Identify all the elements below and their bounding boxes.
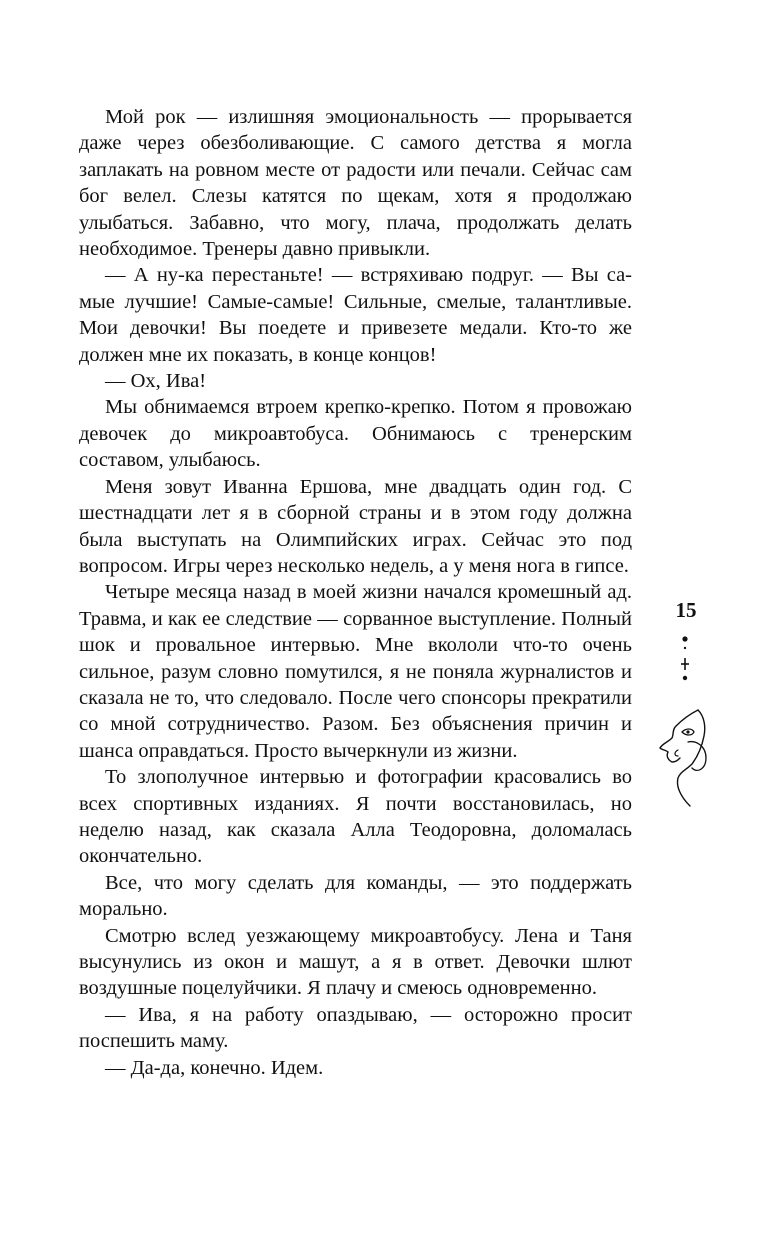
paragraph-10: — Ива, я на работу опаздываю, — осторожно просит поспешить маму. [79,1003,632,1053]
paragraph-6: Четыре месяца назад в моей жизни начался кромешный ад. Травма, и как ее следствие — сорванное выступление. Полный шок и провальное интервью. Мне вкололи что-то очень сильное, разум словно помутился, я не поняла журналистов и сказала не то, что следовало. После чего спонсоры прекратили со мной сотрудничество. Разом. Без объяснения причин и шанса оправдаться. Просто вычеркнули из жизни. [79,581,632,762]
paragraph-3: — Ох, Ива! [105,370,207,393]
paragraph-5: Меня зовут Иванна Ершова, мне двадцать один год. С шестнадцати лет я в сборной страны и в этом году должна была выступать на Олимпийских играх. Сейчас это под вопросом. Игры через несколько недель, а у меня нога в гипсе. [79,475,632,577]
paragraph-9: Смотрю вслед уезжающему микроавтобусу. Лена и Таня высунулись из окон и машут, а я в ответ. Девочки шлют воздушные поцелуйчики. Я плачу и смеюсь одновременно. [79,924,632,1000]
paragraph-7: То злополучное интервью и фотографии красовались во всех спортивных изданиях. Я почти восстановилась, но неделю назад, как сказала Алла Теодоровна, доломалась окончательно. [79,766,632,868]
paragraph-2: — А ну-ка перестаньте! — встряхиваю подруг. — Вы самые лучшие! Самые-самые! Сильные, смелые, талантливые. Мои девочки! Вы поедете и привезете медали. Кто-то же должен мне их показать, в конце концов! [79,264,632,366]
body-text [79,104,632,1081]
paragraph-1: Мой рок — излишняя эмоциональность — прорывается даже через обезболивающие. С самого детства я могла заплакать на ровном месте от радости или печали. Сейчас сам бог велел. Слезы катятся по щекам, хотя я продолжаю улыбаться. Забавно, что могу, плача, продолжать делать необходимое. Тренеры давно привыкли. [79,106,632,261]
paragraph-11: — Да-да, конечно. Идем. [105,1056,324,1079]
paragraph-4: Мы обнимаемся втроем крепко-крепко. Потом я провожаю девочек до микроавтобуса. Обнимаюсь с тренерским составом, улыбаюсь. [79,396,632,472]
paragraph-8: Все, что могу сделать для команды, — это поддержать морально. [79,871,632,921]
page-number: 15 [675,598,697,622]
face-profile-sketch-icon [652,706,716,810]
dot-cross-ornament-icon [676,634,694,684]
